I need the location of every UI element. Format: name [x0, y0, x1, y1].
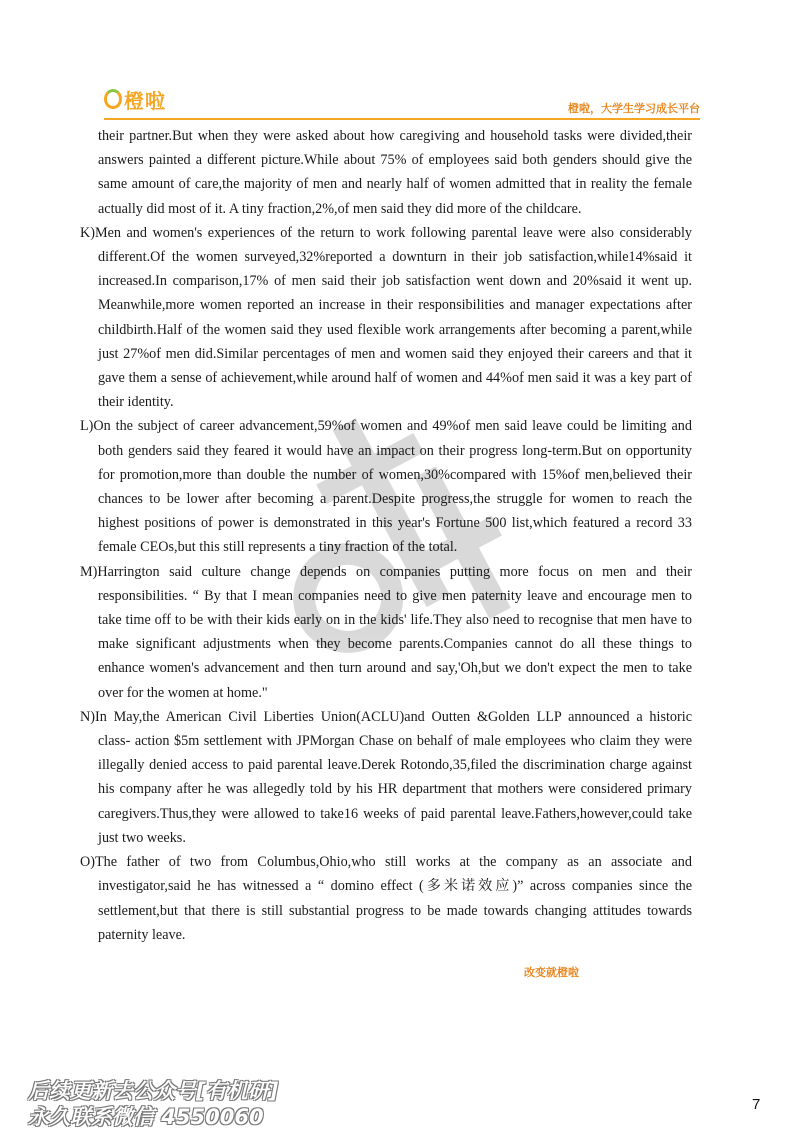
- header-slogan: 橙啦，大学生学习成长平台: [568, 102, 700, 115]
- paragraph-label: O): [80, 854, 95, 871]
- paragraph-label: K): [80, 224, 95, 241]
- paragraph-text: their partner.But when they were asked about how caregiving and household tasks were divided,their answers painted a different picture.While about 75% of employees said both genders should give the same amount of care,the majority of men and nearly half of women admitted that in reality the female actually did most of it. A tiny fraction,2%,of men said they did more of the childcare.: [98, 128, 692, 217]
- paragraph-o: [80, 850, 692, 947]
- paragraph-text: In May,the American Civil Liberties Union(ACLU)and Outten &Golden LLP announced a historic class- action $5m settlement with JPMorgan Chase on behalf of male employees who claim they were illegally denied access to paid parental leave.Derek Rotondo,35,filed the discrimination charge against his company after he was allegedly told by his HR department that mothers were considered primary caregivers.Thus,they were allowed to take16 weeks of paid parental leave.Fathers,however,could take just two weeks.: [94, 708, 692, 846]
- paragraph-text: On the subject of career advancement,59%of women and 49%of men said leave could be limiting and both genders said they feared it would have an impact on their progress long-term.But on opportunity for promotion,more than double the number of women,30%compared with 15%of men,believed their chances to be lower after becoming a parent.Despite progress,the struggle for women to reach the highest positions of power is demonstrated in this year's Fortune 500 list,which featured a record 33 female CEOs,but this still represents a tiny fraction of the total.: [93, 418, 692, 556]
- header-divider: [104, 118, 700, 120]
- page-header: [104, 84, 700, 120]
- orange-logo-icon: [104, 89, 122, 109]
- article-body: [80, 124, 692, 947]
- paragraph-label: M): [80, 563, 98, 580]
- footer-watermark-line1: 后续更新去公众号[有机研]: [28, 1079, 279, 1103]
- paragraph-text: Harrington said culture change depends on companies putting more focus on men and their responsibilities. “ By that I mean companies need to give men paternity leave and encourage men to take time off to be with their kids early on in the kids' life.They also need to recognise that men have to make significant adjustments when they become parents.Companies cannot do all these things to enhance women's advancement and then turn around and say,'Oh,but we don't expect the men to take over for the women at home.": [97, 563, 692, 701]
- paragraph-text: Men and women's experiences of the return to work following parental leave were also considerably different.Of the women surveyed,32%reported a downturn in their job satisfaction,while14%said it increased.In comparison,17% of men said their job satisfaction went down and 20%said it went up. Meanwhile,more women reported an increase in their responsibilities and manager expectations after childbirth.Half of the women said they used flexible work arrangements after becoming a parent,while just 27%of men did.Similar percentages of men and women said they enjoyed their careers and that it gave them a sense of achievement,while around half of women and 44%of men said it was a key part of their identity.: [94, 224, 692, 411]
- footer-watermark-line2: 永久联系微信 4550060: [28, 1105, 264, 1129]
- paragraph-label: N): [80, 708, 95, 725]
- paragraph-k: [80, 221, 692, 415]
- footer-watermark: [28, 1078, 278, 1130]
- paragraph-text: The father of two from Columbus,Ohio,who still works at the company as an associate and investigator,said he has witnessed a “ domino effect (多米诺效应)” across companies since the settlement,but that there is still substantial progress to be made towards changing attitudes towards paternity leave.: [94, 854, 692, 943]
- brand-tagline: 改变就橙啦: [524, 966, 579, 979]
- logo-text: 橙啦: [124, 88, 166, 113]
- paragraph-m: [80, 560, 692, 705]
- paragraph-n: [80, 705, 692, 850]
- paragraph-l: [80, 414, 692, 559]
- paragraph-label: L): [80, 418, 94, 435]
- paragraph-continued: [80, 124, 692, 221]
- page-number: 7: [752, 1096, 761, 1113]
- brand-logo: [104, 84, 166, 114]
